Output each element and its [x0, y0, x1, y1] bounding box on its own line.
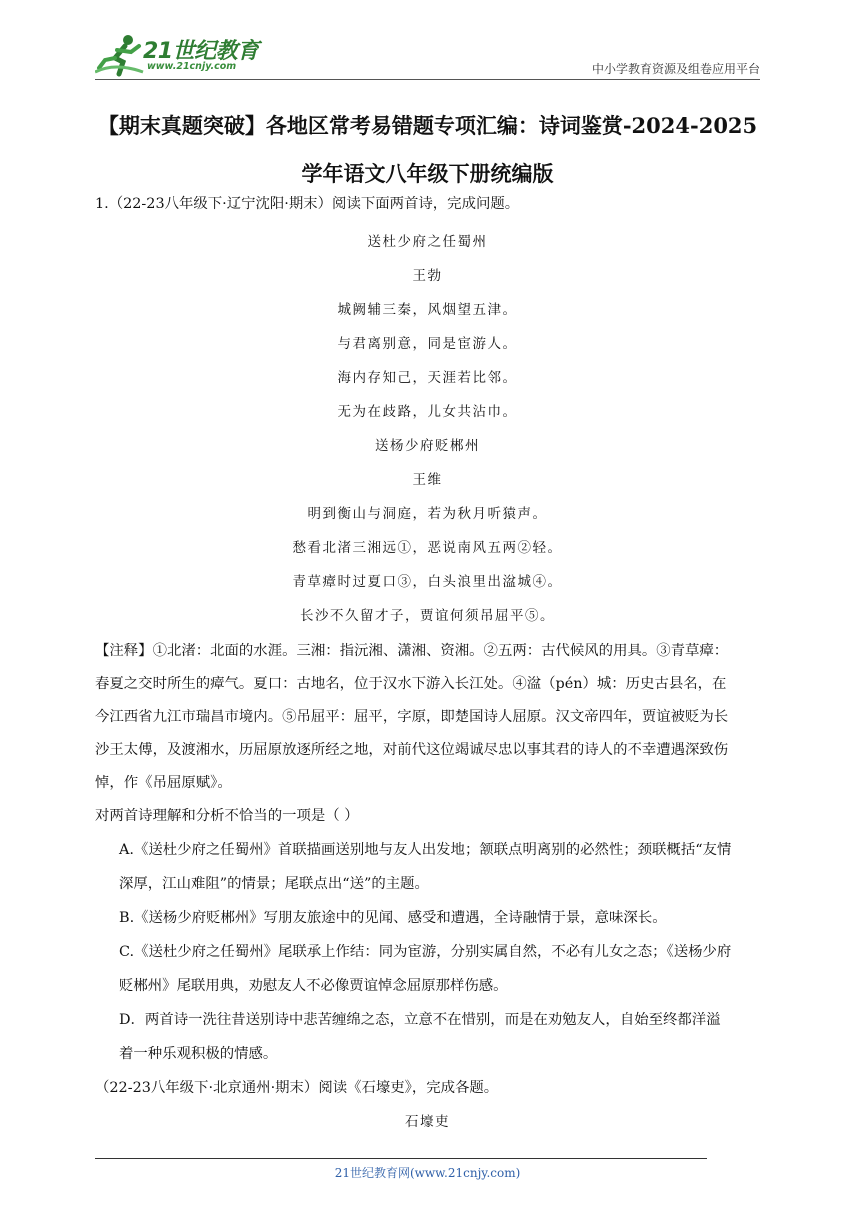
footer-divider	[95, 1158, 707, 1159]
notes-line: 春夏之交时所生的瘴气。夏口：古地名，位于汉水下游入长江处。④湓（pén）城：历史古县名，在	[95, 676, 727, 692]
logo-text: 21世纪教育	[143, 39, 259, 64]
question-1-prompt: 对两首诗理解和分析不恰当的一项是（ ）	[95, 808, 359, 824]
poem-1-line: 无为在歧路，儿女共沾巾。	[337, 404, 518, 420]
title-line-2: 学年语文八年级下册统编版	[301, 161, 554, 186]
poem-2-line: 长沙不久留才子，贾谊何须吊屈平⑤。	[300, 608, 555, 624]
runner-logo-icon	[95, 32, 145, 78]
notes-line: 【注释】①北渚：北面的水涯。三湘：指沅湘、潇湘、资湘。②五两：古代候风的用具。③青草瘴：	[95, 643, 729, 659]
poem-2-author: 王维	[412, 472, 443, 488]
question-2-stem: （22-23八年级下·北京通州·期末）阅读《石壕吏》，完成各题。	[95, 1080, 499, 1096]
poem-2-line: 愁看北渚三湘远①，恶说南风五两②轻。	[292, 540, 563, 556]
page-header	[95, 32, 760, 80]
platform-name: 中小学教育资源及组卷应用平台	[591, 62, 760, 76]
option-d-cont: 着一种乐观积极的情感。	[119, 1046, 278, 1062]
option-d: D．两首诗一洗往昔送别诗中悲苦缠绵之态，立意不在惜别，而是在劝勉友人，自始至终都洋溢	[119, 1012, 721, 1028]
poem-1-title: 送杜少府之任蜀州	[367, 234, 488, 250]
logo-url: www.21cnjy.com	[147, 61, 237, 72]
notes-line: 今江西省九江市瑞昌市境内。⑤吊屈平：屈平，字原，即楚国诗人屈原。汉文帝四年，贾谊被贬为长	[95, 709, 729, 725]
title-line-1: 【期末真题突破】各地区常考易错题专项汇编：诗词鉴赏-2024-2025	[97, 113, 758, 138]
notes-line: 沙王太傅，及渡湘水，历屈原放逐所经之地，对前代这位竭诚尽忠以事其君的诗人的不幸遭遇深致伤	[95, 742, 729, 758]
page-footer: 21世纪教育网(www.21cnjy.com)	[334, 1166, 521, 1180]
option-a: A.《送杜少府之任蜀州》首联描画送别地与友人出发地；颔联点明离别的必然性；颈联概括“友情	[119, 842, 732, 858]
poem-1-line: 城阙辅三秦，风烟望五津。	[337, 302, 518, 318]
question-2-poem-title: 石壕吏	[405, 1114, 450, 1130]
poem-2-line: 明到衡山与洞庭，若为秋月听猿声。	[307, 506, 548, 522]
question-1-stem: 1.（22-23八年级下·辽宁沈阳·期末）阅读下面两首诗，完成问题。	[95, 196, 520, 212]
poem-2-line: 青草瘴时过夏口③，白头浪里出湓城④。	[292, 574, 563, 590]
logo	[95, 32, 265, 78]
notes-line: 悼，作《吊屈原赋》。	[95, 775, 232, 791]
option-b: B.《送杨少府贬郴州》写朋友旅途中的见闻、感受和遭遇，全诗融情于景，意味深长。	[119, 910, 667, 926]
option-c-cont: 贬郴州》尾联用典，劝慰友人不必像贾谊悼念屈原那样伤感。	[119, 978, 508, 994]
document-title	[95, 102, 760, 198]
option-c: C.《送杜少府之任蜀州》尾联承上作结：同为宦游，分别实属自然，不必有儿女之态；《送杨少府	[119, 944, 732, 960]
poem-1-line: 海内存知己，天涯若比邻。	[337, 370, 518, 386]
poem-1-author: 王勃	[412, 268, 443, 284]
poem-2-title: 送杨少府贬郴州	[375, 438, 480, 454]
poem-1-line: 与君离别意，同是宦游人。	[337, 336, 518, 352]
option-a-cont: 深厚，江山难阻”的情景；尾联点出“送”的主题。	[119, 876, 429, 892]
header-divider	[95, 79, 760, 80]
